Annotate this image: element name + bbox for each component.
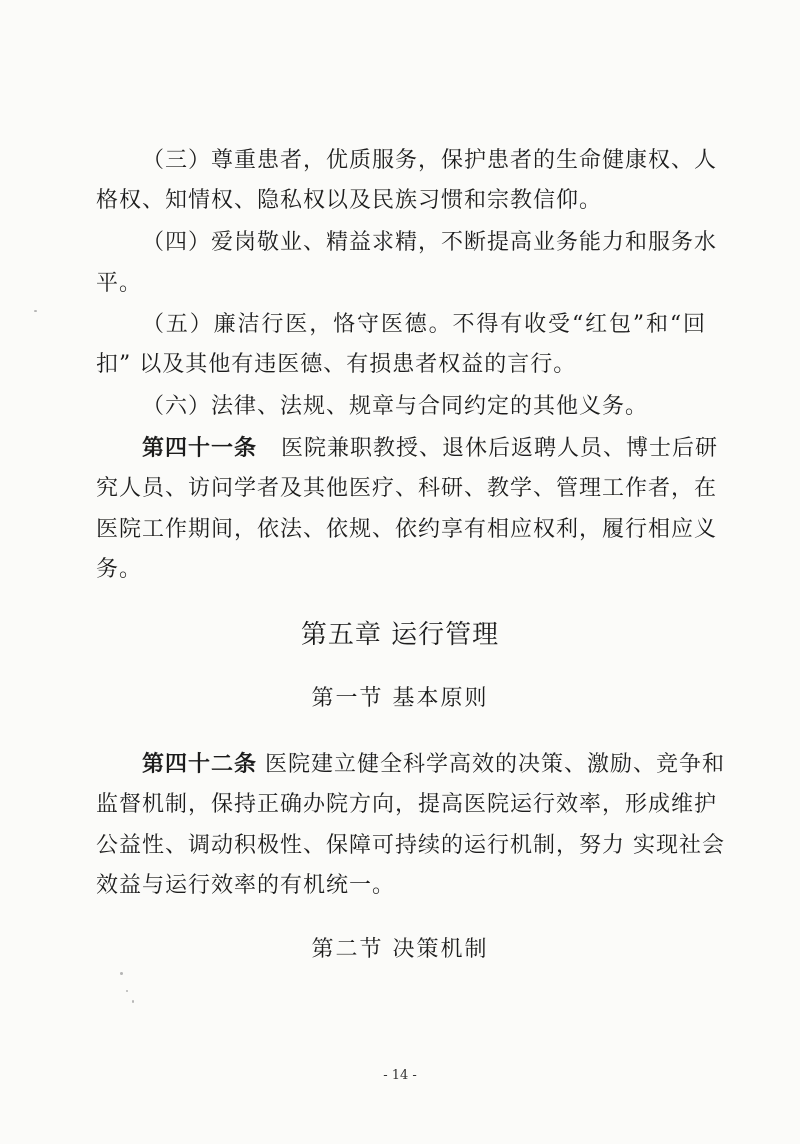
scan-speck (120, 972, 123, 975)
item-6-line-1: （六）法律、法规、规章与合同约定的其他义务。 (142, 394, 649, 419)
article-41-line-3: 医院工作期间，依法、依规、依约享有相应权利，履行相应义 (96, 517, 718, 542)
article-41-line-4: 务。 (96, 557, 143, 582)
section-1-title: 第一节 基本原则 (311, 686, 489, 711)
scan-speck (34, 310, 37, 312)
section-2-title: 第二节 决策机制 (311, 937, 489, 962)
item-5-line-2: 扣” 以及其他有违医德、有损患者权益的言行。 (96, 352, 577, 377)
article-41-first-line (142, 433, 719, 464)
item-3-line-1: （三）尊重患者，优质服务，保护患者的生命健康权、人 (142, 148, 718, 173)
item-4-line-1: （四）爱岗敬业、精益求精，不断提高业务能力和服务水 (142, 230, 718, 255)
item-5-line-1: （五）廉洁行医，恪守医德。不得有收受“红包”和“回 (142, 312, 706, 337)
article-42-line-4: 效益与运行效率的有机统一。 (96, 873, 396, 898)
article-42-label: 第四十二条 (142, 751, 258, 777)
scan-speck (132, 1000, 134, 1003)
article-41-label: 第四十一条 (142, 435, 258, 461)
item-3-line-2: 格权、知情权、隐私权以及民族习惯和宗教信仰。 (96, 188, 603, 213)
chapter-title: 第五章 运行管理 (300, 620, 500, 650)
scan-speck (126, 990, 128, 992)
article-42-text-1: 医院建立健全科学高效的决策、激励、竞争和 (265, 752, 726, 777)
page-number: - 14 - (383, 1068, 417, 1083)
article-41-line-2: 究人员、访问学者及其他医疗、科研、教学、管理工作者，在 (96, 476, 718, 501)
article-42-line-2: 监督机制，保持正确办院方向，提高医院运行效率，形成维护 (96, 792, 718, 817)
article-42-first-line (142, 749, 726, 780)
article-41-text-1: 医院兼职教授、退休后返聘人员、博士后研 (281, 436, 719, 461)
item-4-line-2: 平。 (96, 271, 143, 296)
article-42-line-3: 公益性、调动积极性、保障可持续的运行机制，努力 实现社会 (96, 833, 725, 858)
